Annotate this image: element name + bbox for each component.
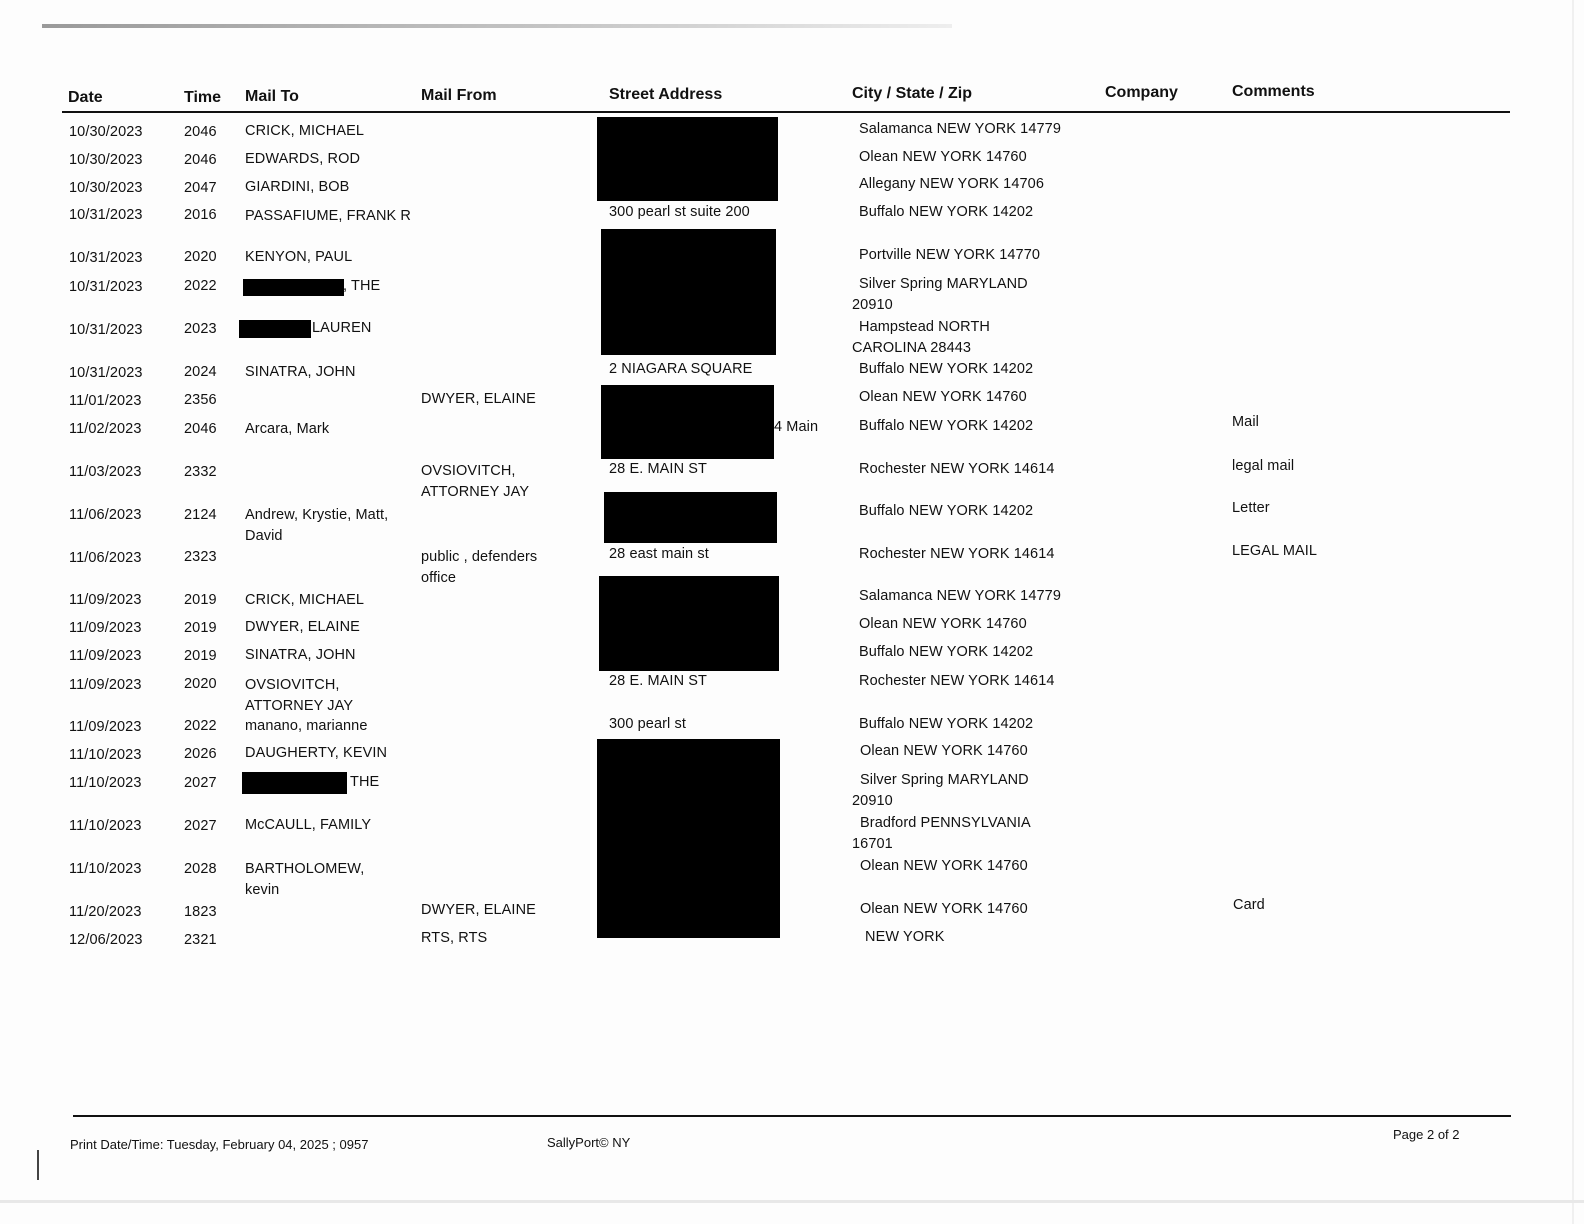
scan-artifact-right xyxy=(1572,0,1574,1224)
cell-date: 11/06/2023 xyxy=(69,550,142,566)
cell-date: 10/31/2023 xyxy=(69,322,143,338)
product-name: SallyPort© NY xyxy=(547,1135,631,1150)
cell-date: 11/06/2023 xyxy=(69,507,142,523)
redaction-box xyxy=(597,739,780,938)
cell-comments: Mail xyxy=(1232,414,1259,430)
cell-date: 12/06/2023 xyxy=(69,932,143,948)
cell-mail-to: GIARDINI, BOB xyxy=(245,179,350,195)
cell-city: Olean NEW YORK 14760 xyxy=(860,743,1028,759)
cell-city: Bradford PENNSYLVANIA 16701 xyxy=(852,815,1030,852)
cell-city: Rochester NEW YORK 14614 xyxy=(859,673,1055,689)
redaction-box xyxy=(601,229,776,355)
scan-artifact-left xyxy=(37,1150,39,1180)
cell-city: Silver Spring MARYLAND 20910 xyxy=(852,772,1029,809)
cell-mail-to: SINATRA, JOHN xyxy=(245,647,356,663)
header-mail-from: Mail From xyxy=(421,87,497,104)
scan-artifact-bottom xyxy=(0,1200,1584,1203)
redaction-box xyxy=(243,279,344,296)
cell-mail-from: RTS, RTS xyxy=(421,930,488,946)
cell-city: Rochester NEW YORK 14614 xyxy=(859,546,1055,562)
cell-time: 2356 xyxy=(184,392,217,408)
cell-mail-to: DAUGHERTY, KEVIN xyxy=(245,745,388,761)
cell-time: 2026 xyxy=(184,746,217,762)
cell-city: Salamanca NEW YORK 14779 xyxy=(859,121,1062,137)
cell-time: 1823 xyxy=(184,904,217,920)
cell-date: 11/10/2023 xyxy=(69,818,142,834)
cell-time: 2022 xyxy=(184,278,217,294)
cell-city: Salamanca NEW YORK 14779 xyxy=(859,588,1062,604)
cell-date: 11/03/2023 xyxy=(69,464,142,480)
cell-comments: Card xyxy=(1233,897,1265,913)
cell-mail-to: LAUREN xyxy=(312,320,372,336)
cell-mail-from: DWYER, ELAINE xyxy=(421,902,536,918)
cell-date: 10/30/2023 xyxy=(69,152,143,168)
cell-mail-to: PASSAFIUME, FRANK R xyxy=(245,208,411,224)
cell-date: 11/02/2023 xyxy=(69,421,142,437)
redaction-box xyxy=(601,385,774,459)
cell-mail-from: OVSIOVITCH, ATTORNEY JAY xyxy=(421,463,530,500)
cell-city: Buffalo NEW YORK 14202 xyxy=(859,716,1034,732)
cell-city: Olean NEW YORK 14760 xyxy=(859,149,1027,165)
cell-mail-to: EDWARDS, ROD xyxy=(245,151,361,167)
cell-street: 28 east main st xyxy=(609,546,709,562)
cell-city: Buffalo NEW YORK 14202 xyxy=(859,204,1034,220)
cell-date: 11/09/2023 xyxy=(69,592,142,608)
cell-date: 10/30/2023 xyxy=(69,180,143,196)
cell-city: NEW YORK xyxy=(865,929,945,945)
cell-mail-to: McCAULL, FAMILY xyxy=(245,817,372,833)
header-rule xyxy=(62,111,1510,113)
cell-city: Buffalo NEW YORK 14202 xyxy=(859,418,1034,434)
cell-date: 10/31/2023 xyxy=(69,207,143,223)
cell-date: 11/10/2023 xyxy=(69,861,142,877)
cell-date: 11/09/2023 xyxy=(69,620,142,636)
cell-date: 10/31/2023 xyxy=(69,250,143,266)
header-company: Company xyxy=(1105,84,1178,101)
page-number: Page 2 of 2 xyxy=(1393,1127,1460,1142)
cell-mail-from: DWYER, ELAINE xyxy=(421,391,536,407)
footer-rule xyxy=(73,1115,1511,1117)
print-datetime: Print Date/Time: Tuesday, February 04, 2025 ; 0957 xyxy=(70,1137,369,1152)
header-date: Date xyxy=(68,89,103,106)
cell-street: 2 NIAGARA SQUARE xyxy=(609,361,753,377)
cell-date: 11/20/2023 xyxy=(69,904,142,920)
cell-street: 28 E. MAIN ST xyxy=(609,673,707,689)
cell-time: 2019 xyxy=(184,648,217,664)
cell-time: 2028 xyxy=(184,861,217,877)
redaction-box xyxy=(604,492,777,543)
cell-time: 2019 xyxy=(184,620,217,636)
cell-mail-to: , THE xyxy=(343,278,381,294)
cell-date: 11/10/2023 xyxy=(69,775,142,791)
cell-mail-to: DWYER, ELAINE xyxy=(245,619,360,635)
cell-time: 2027 xyxy=(184,775,217,791)
header-street-address: Street Address xyxy=(609,86,723,103)
cell-time: 2047 xyxy=(184,180,217,196)
redaction-box xyxy=(239,320,311,338)
cell-time: 2020 xyxy=(184,676,217,692)
cell-time: 2019 xyxy=(184,592,217,608)
cell-mail-to: manano, marianne xyxy=(245,718,368,734)
cell-mail-to: Andrew, Krystie, Matt, David xyxy=(245,507,389,544)
cell-time: 2332 xyxy=(184,464,217,480)
cell-mail-from: public , defenders office xyxy=(421,549,538,586)
cell-city: Olean NEW YORK 14760 xyxy=(859,389,1027,405)
cell-time: 2016 xyxy=(184,207,217,223)
cell-city: Silver Spring MARYLAND 20910 xyxy=(852,276,1028,313)
cell-street: 28 E. MAIN ST xyxy=(609,461,707,477)
cell-time: 2022 xyxy=(184,718,217,734)
header-comments: Comments xyxy=(1232,83,1315,100)
header-time: Time xyxy=(184,89,222,106)
cell-date: 11/01/2023 xyxy=(69,393,142,409)
cell-time: 2023 xyxy=(184,321,217,337)
cell-mail-to: Arcara, Mark xyxy=(245,421,330,437)
header-mail-to: Mail To xyxy=(245,88,299,105)
cell-city: Buffalo NEW YORK 14202 xyxy=(859,361,1034,377)
cell-city: Olean NEW YORK 14760 xyxy=(860,901,1028,917)
cell-time: 2124 xyxy=(184,507,217,523)
cell-city: Olean NEW YORK 14760 xyxy=(859,616,1027,632)
cell-comments: legal mail xyxy=(1232,458,1295,474)
cell-mail-to: THE xyxy=(350,774,380,790)
cell-street: 4 Main xyxy=(774,419,819,435)
redaction-box xyxy=(242,772,347,794)
cell-mail-to: CRICK, MICHAEL xyxy=(245,592,365,608)
cell-time: 2020 xyxy=(184,249,217,265)
cell-mail-to: SINATRA, JOHN xyxy=(245,364,356,380)
cell-time: 2046 xyxy=(184,124,217,140)
cell-city: Portville NEW YORK 14770 xyxy=(859,247,1041,263)
cell-date: 10/30/2023 xyxy=(69,124,143,140)
cell-date: 11/09/2023 xyxy=(69,677,142,693)
cell-city: Hampstead NORTH CAROLINA 28443 xyxy=(852,319,990,356)
scan-artifact-top xyxy=(42,24,952,28)
cell-mail-to: OVSIOVITCH, ATTORNEY JAY xyxy=(245,677,354,714)
cell-time: 2027 xyxy=(184,818,217,834)
cell-street: 300 pearl st suite 200 xyxy=(609,204,750,220)
cell-comments: Letter xyxy=(1232,500,1270,516)
cell-time: 2323 xyxy=(184,549,217,565)
cell-street: 300 pearl st xyxy=(609,716,686,732)
cell-city: Allegany NEW YORK 14706 xyxy=(859,176,1044,192)
redaction-box xyxy=(597,117,778,201)
redaction-box xyxy=(599,576,779,671)
cell-date: 11/10/2023 xyxy=(69,747,142,763)
cell-comments: LEGAL MAIL xyxy=(1232,543,1318,559)
cell-mail-to: KENYON, PAUL xyxy=(245,249,353,265)
cell-city: Buffalo NEW YORK 14202 xyxy=(859,503,1034,519)
cell-mail-to: BARTHOLOMEW, kevin xyxy=(245,861,365,898)
cell-date: 11/09/2023 xyxy=(69,719,142,735)
cell-city: Rochester NEW YORK 14614 xyxy=(859,461,1055,477)
cell-time: 2024 xyxy=(184,364,217,380)
cell-time: 2321 xyxy=(184,932,217,948)
cell-mail-to: CRICK, MICHAEL xyxy=(245,123,365,139)
cell-city: Buffalo NEW YORK 14202 xyxy=(859,644,1034,660)
cell-date: 10/31/2023 xyxy=(69,365,143,381)
cell-time: 2046 xyxy=(184,152,217,168)
header-city-state-zip: City / State / Zip xyxy=(852,85,973,102)
cell-time: 2046 xyxy=(184,421,217,437)
cell-date: 10/31/2023 xyxy=(69,279,143,295)
cell-city: Olean NEW YORK 14760 xyxy=(860,858,1028,874)
cell-date: 11/09/2023 xyxy=(69,648,142,664)
